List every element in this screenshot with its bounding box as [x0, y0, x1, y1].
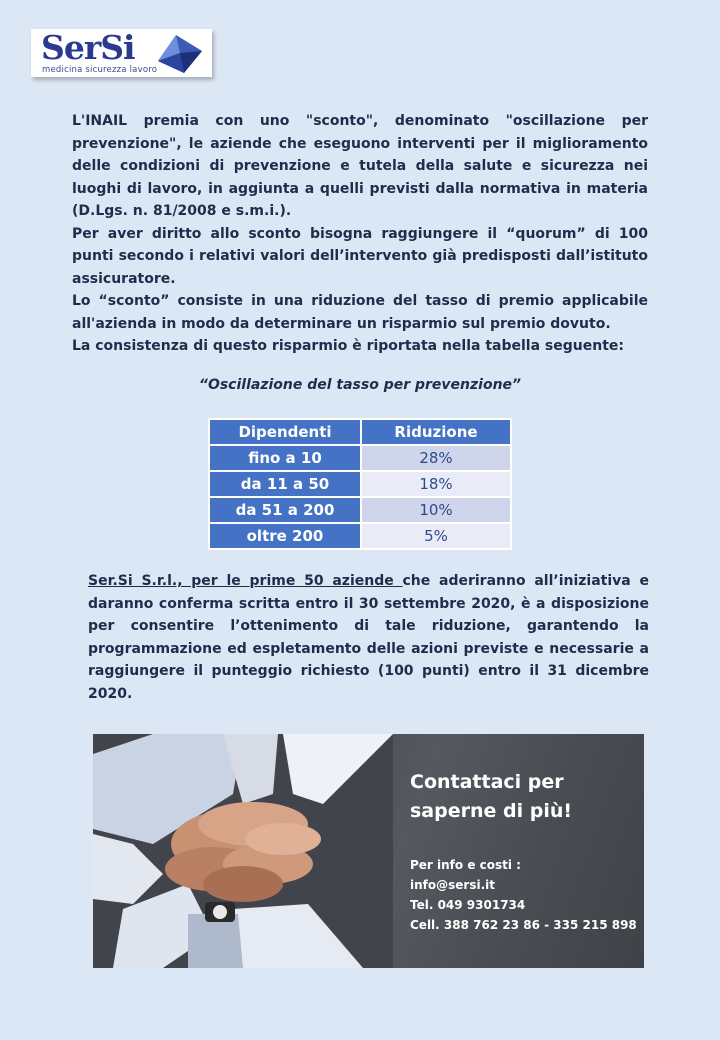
table-title: “Oscillazione del tasso per prevenzione”: [198, 377, 522, 393]
row-riduzione: 28%: [361, 445, 511, 471]
row-dipendenti: oltre 200: [209, 523, 361, 549]
row-riduzione: 10%: [361, 497, 511, 523]
contact-title: [410, 768, 630, 826]
intro-text: [72, 110, 648, 358]
reduction-table: [208, 418, 512, 550]
table-row: [209, 471, 511, 497]
logo-name: SerSi: [41, 28, 135, 67]
row-riduzione: 18%: [361, 471, 511, 497]
contact-info-label: Per info e costi :: [410, 858, 521, 872]
logo-tagline: medicina sicurezza lavoro: [42, 65, 158, 75]
intro-paragraph-2: Per aver diritto allo sconto bisogna raggiungere il “quorum” di 100 punti secondo i relativi valori dell’intervento già predisposti dall’istituto assicuratore.: [72, 225, 648, 287]
table-header-row: [209, 419, 511, 445]
intro-paragraph-3: Lo “sconto” consiste in una riduzione del tasso di premio applicabile all'azienda in modo da determinare un risparmio sul premio dovuto.: [72, 293, 648, 332]
row-dipendenti: fino a 10: [209, 445, 361, 471]
offer-underlined: Ser.Si S.r.l., per le prime 50 aziende: [88, 573, 403, 589]
table-row: [209, 497, 511, 523]
row-dipendenti: da 11 a 50: [209, 471, 361, 497]
intro-paragraph-1: L'INAIL premia con uno "sconto", denominato "oscillazione per prevenzione", le aziende che eseguono interventi per il miglioramento delle condizioni di prevenzione e tutela della salute e sicurezza nei luoghi di lavoro, in aggiunta a quelli previsti dalla normativa in materia (D.Lgs. n. 81/2008 e s.m.i.).: [72, 113, 648, 219]
contact-phone[interactable]: Tel. 049 9301734: [410, 898, 526, 912]
sersi-logo: [31, 29, 212, 77]
row-riduzione: 5%: [361, 523, 511, 549]
offer-text: [88, 570, 649, 705]
contact-title-line-2: saperne di più!: [410, 800, 573, 822]
contact-title-line-1: Contattaci per: [410, 771, 564, 793]
header-dipendenti: Dipendenti: [209, 419, 361, 445]
sersi-logo-icon: [154, 31, 206, 75]
intro-paragraph-4: La consistenza di questo risparmio è riportata nella tabella seguente:: [72, 338, 624, 354]
offer-body: che aderiranno all’iniziativa e daranno conferma scritta entro il 30 settembre 2020, è a disposizione per consentire l’ottenimento di tale riduzione, garantendo la programmazione ed espletamento delle azioni previste e necessarie a raggiungere il punteggio richiesto (100 punti) entro il 31 dicembre 2020.: [88, 573, 649, 702]
header-riduzione: Riduzione: [361, 419, 511, 445]
contact-cell[interactable]: Cell. 388 762 23 86 - 335 215 898: [410, 918, 637, 932]
table-row: [209, 445, 511, 471]
table-row: [209, 523, 511, 549]
contact-info: [410, 855, 650, 935]
contact-email[interactable]: info@sersi.it: [410, 878, 495, 892]
row-dipendenti: da 51 a 200: [209, 497, 361, 523]
